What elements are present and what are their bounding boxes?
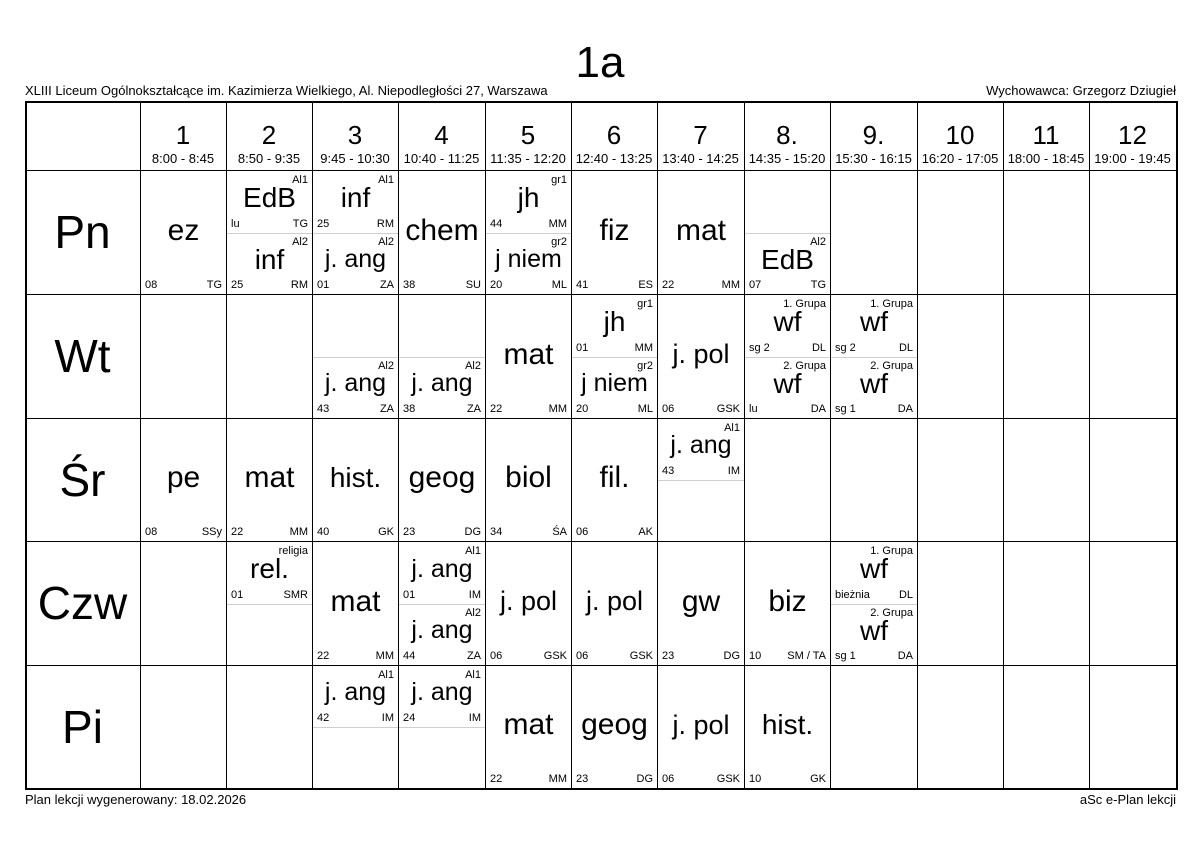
- lesson-subject: j. ang: [324, 245, 387, 273]
- lesson-group: Al2: [378, 360, 394, 372]
- period-number: 3: [347, 120, 363, 150]
- lesson-teacher: IM: [727, 465, 740, 477]
- lesson-divider: [313, 233, 398, 234]
- lesson-divider: [745, 233, 830, 234]
- period-time: 13:40 - 14:25: [662, 151, 739, 166]
- lesson-group: 1. Grupa: [783, 298, 826, 310]
- lesson-divider: [227, 604, 312, 605]
- lesson-subject: EdB: [243, 182, 296, 213]
- lesson-group: 1. Grupa: [870, 545, 913, 557]
- lesson-room: 01: [576, 342, 589, 354]
- period-number: 11: [1032, 120, 1060, 150]
- lesson-room: 08: [145, 526, 158, 538]
- period-time: 10:40 - 11:25: [403, 151, 480, 166]
- lesson-teacher: IM: [468, 712, 481, 724]
- lesson-subject: jh: [603, 306, 626, 337]
- lesson-cell: [399, 171, 485, 294]
- period-time: 16:20 - 17:05: [921, 151, 999, 166]
- lesson-room: 24: [403, 712, 416, 724]
- lesson-teacher: ZA: [379, 279, 394, 291]
- lesson-teacher: MM: [375, 650, 394, 662]
- lesson-teacher: RM: [290, 279, 308, 291]
- lesson-group: 2. Grupa: [783, 360, 826, 372]
- lesson-subject: wf: [860, 306, 888, 337]
- lesson-room: 22: [490, 403, 503, 415]
- lesson-subject: geog: [408, 461, 476, 494]
- day-name: Pn: [54, 206, 111, 258]
- lesson-group: Al1: [465, 545, 481, 557]
- period-number: 2: [261, 120, 277, 150]
- lesson-room: 01: [231, 589, 244, 601]
- lesson-room: 40: [317, 526, 330, 538]
- lesson-subject: inf: [254, 243, 285, 275]
- lesson-subject: wf: [773, 367, 802, 399]
- lesson-room: 25: [231, 279, 244, 291]
- lesson-teacher: SMR: [283, 589, 308, 601]
- lesson-subject: j niem: [581, 369, 648, 397]
- period-number: 12: [1118, 120, 1147, 150]
- lesson-subject: EdB: [761, 243, 814, 275]
- lesson-group: Al2: [810, 236, 826, 248]
- lesson-teacher: DA: [897, 403, 913, 415]
- generated-date: Plan lekcji wygenerowany: 18.02.2026: [25, 792, 247, 807]
- period-time: 18:00 - 18:45: [1007, 151, 1085, 166]
- school-address: XLIII Liceum Ogólnokształcące im. Kazimierza Wielkiego, Al. Niepodległości 27, Warszawa: [25, 83, 548, 98]
- lesson-teacher: GK: [378, 526, 394, 538]
- lesson-room: sg 1: [835, 403, 856, 415]
- lesson-cell: [831, 542, 917, 665]
- period-number: 7: [693, 120, 708, 150]
- lesson-teacher: MM: [634, 342, 653, 354]
- lesson-cell: [486, 419, 571, 541]
- lesson-room: 25: [317, 218, 330, 230]
- lesson-divider: [831, 357, 917, 358]
- lesson-cell: [399, 542, 485, 665]
- lesson-cell: [227, 171, 312, 294]
- lesson-room: 22: [317, 650, 330, 662]
- lesson-subject: jh: [517, 182, 540, 213]
- period-time: 19:00 - 19:45: [1094, 151, 1171, 166]
- lesson-room: 38: [403, 403, 416, 415]
- lesson-subject: chem: [405, 213, 479, 247]
- lesson-group: Al2: [378, 236, 394, 248]
- lesson-cell: [745, 666, 830, 788]
- lesson-subject: wf: [860, 367, 888, 399]
- lesson-room: 44: [403, 650, 416, 662]
- lesson-teacher: MM: [289, 526, 308, 538]
- lesson-divider: [486, 233, 571, 234]
- period-number: 6: [606, 120, 622, 150]
- lesson-room: 34: [490, 526, 503, 538]
- lesson-teacher: ML: [637, 403, 653, 415]
- lesson-subject: hist.: [761, 709, 814, 740]
- lesson-subject: j. pol: [672, 339, 730, 369]
- lesson-cell: [486, 295, 571, 418]
- lesson-cell: [658, 666, 744, 788]
- period-number: 1: [175, 120, 191, 150]
- grid-line-vertical: [1003, 101, 1004, 789]
- lesson-cell: [141, 419, 226, 541]
- lesson-cell: [399, 295, 485, 418]
- lesson-teacher: AK: [638, 526, 653, 538]
- period-time: 14:35 - 15:20: [748, 151, 826, 166]
- lesson-subject: j. ang: [411, 616, 473, 644]
- lesson-cell: [486, 666, 571, 788]
- lesson-subject: j. pol: [672, 709, 730, 740]
- lesson-room: bieżnia: [835, 589, 870, 601]
- lesson-cell: [313, 171, 398, 294]
- lesson-group: gr1: [637, 298, 653, 310]
- lesson-room: 22: [231, 526, 244, 538]
- lesson-subject: wf: [860, 614, 888, 646]
- period-time: 11:35 - 12:20: [490, 151, 566, 166]
- grid-line-vertical: [1176, 101, 1178, 789]
- lesson-subject: biz: [768, 584, 807, 618]
- lesson-cell: [313, 666, 398, 788]
- lesson-cell: [745, 295, 830, 418]
- grid-line-vertical: [830, 101, 831, 789]
- lesson-cell: [831, 295, 917, 418]
- lesson-divider: [313, 727, 398, 728]
- lesson-teacher: ZA: [379, 403, 394, 415]
- lesson-teacher: DA: [810, 403, 826, 415]
- lesson-room: 06: [576, 650, 589, 662]
- lesson-room: 01: [317, 279, 330, 291]
- lesson-subject: inf: [340, 182, 371, 213]
- lesson-room: 08: [145, 279, 158, 291]
- lesson-subject: fiz: [599, 213, 630, 247]
- lesson-teacher: TG: [810, 279, 826, 291]
- lesson-cell: [572, 542, 657, 665]
- lesson-group: gr1: [551, 174, 567, 186]
- lesson-group: Al1: [724, 422, 740, 434]
- lesson-room: 06: [490, 650, 503, 662]
- lesson-teacher: TG: [206, 279, 222, 291]
- lesson-subject: j. ang: [411, 678, 473, 706]
- lesson-room: lu: [231, 218, 240, 230]
- lesson-subject: rel.: [250, 553, 289, 584]
- period-time: 9:45 - 10:30: [320, 151, 390, 166]
- lesson-cell: [658, 542, 744, 665]
- period-time: 15:30 - 16:15: [835, 151, 912, 166]
- software-credit: aSc e-Plan lekcji: [1079, 792, 1176, 807]
- lesson-divider: [227, 233, 312, 234]
- lesson-subject: biol: [505, 461, 552, 494]
- lesson-subject: j. ang: [411, 554, 473, 583]
- lesson-subject: j. pol: [585, 586, 644, 616]
- lesson-cell: [313, 419, 398, 541]
- lesson-divider: [399, 727, 485, 728]
- lesson-teacher: DG: [636, 773, 653, 785]
- lesson-cell: [745, 171, 830, 294]
- lesson-subject: j niem: [495, 245, 562, 273]
- lesson-room: 20: [490, 279, 503, 291]
- period-number: 9.: [862, 120, 885, 150]
- lesson-room: lu: [749, 403, 758, 415]
- lesson-cell: [572, 295, 657, 418]
- lesson-subject: mat: [675, 213, 726, 247]
- period-number: 10: [945, 120, 975, 150]
- lesson-room: 20: [576, 403, 589, 415]
- lesson-teacher: MM: [548, 403, 567, 415]
- lesson-teacher: ML: [551, 279, 567, 291]
- lesson-subject: j. ang: [324, 678, 387, 706]
- lesson-teacher: TG: [292, 218, 308, 230]
- lesson-cell: [572, 419, 657, 541]
- period-number: 4: [434, 120, 449, 150]
- lesson-group: 1. Grupa: [870, 298, 913, 310]
- lesson-group: Al2: [292, 236, 308, 248]
- lesson-group: Al2: [465, 360, 481, 372]
- lesson-subject: mat: [244, 461, 295, 494]
- grid-line-horizontal: [25, 101, 1178, 103]
- lesson-room: sg 2: [749, 342, 770, 354]
- lesson-teacher: SM / TA: [787, 650, 826, 662]
- lesson-subject: mat: [503, 708, 554, 741]
- day-name: Śr: [59, 453, 106, 506]
- lesson-room: 07: [749, 279, 762, 291]
- lesson-cell: [486, 171, 571, 294]
- lesson-room: sg 2: [835, 342, 856, 354]
- lesson-subject: j. pol: [499, 586, 558, 616]
- lesson-teacher: MM: [548, 773, 567, 785]
- lesson-divider: [399, 604, 485, 605]
- lesson-cell: [313, 295, 398, 418]
- lesson-teacher: DL: [811, 342, 826, 354]
- lesson-room: 43: [662, 465, 675, 477]
- lesson-teacher: DL: [898, 342, 913, 354]
- lesson-subject: j. ang: [324, 369, 387, 397]
- lesson-divider: [745, 357, 830, 358]
- period-number: 5: [520, 120, 536, 150]
- lesson-subject: fil.: [599, 461, 630, 494]
- lesson-cell: [227, 542, 312, 665]
- lesson-group: Al1: [378, 174, 394, 186]
- lesson-subject: pe: [166, 461, 201, 494]
- lesson-cell: [572, 666, 657, 788]
- period-time: 12:40 - 13:25: [575, 151, 653, 166]
- grid-line-vertical: [25, 101, 27, 789]
- lesson-divider: [831, 604, 917, 605]
- lesson-subject: mat: [503, 337, 554, 371]
- lesson-teacher: IM: [381, 712, 394, 724]
- lesson-group: Al1: [378, 669, 394, 681]
- lesson-room: 10: [749, 650, 762, 662]
- lesson-room: 06: [662, 403, 675, 415]
- day-name: Czw: [37, 577, 128, 629]
- lesson-room: 22: [490, 773, 503, 785]
- lesson-teacher: ZA: [466, 403, 481, 415]
- lesson-teacher: DG: [464, 526, 481, 538]
- lesson-teacher: GSK: [629, 650, 653, 662]
- lesson-group: religia: [278, 545, 308, 557]
- lesson-room: sg 1: [835, 650, 856, 662]
- class-title: 1a: [575, 38, 625, 87]
- lesson-cell: [313, 542, 398, 665]
- lesson-teacher: MM: [548, 218, 567, 230]
- lesson-room: 44: [490, 218, 503, 230]
- lesson-teacher: IM: [468, 589, 481, 601]
- lesson-cell: [658, 295, 744, 418]
- lesson-subject: ez: [167, 213, 200, 247]
- lesson-teacher: ŚA: [552, 526, 567, 538]
- lesson-subject: wf: [773, 306, 802, 337]
- day-name: Pi: [62, 700, 103, 753]
- lesson-teacher: GSK: [716, 403, 740, 415]
- lesson-group: Al1: [465, 669, 481, 681]
- lesson-divider: [313, 357, 398, 358]
- lesson-teacher: GSK: [716, 773, 740, 785]
- lesson-teacher: DG: [723, 650, 740, 662]
- lesson-divider: [572, 357, 657, 358]
- lesson-room: 06: [662, 773, 675, 785]
- lesson-room: 41: [576, 279, 589, 291]
- lesson-room: 23: [403, 526, 416, 538]
- lesson-cell: [658, 171, 744, 294]
- lesson-room: 23: [576, 773, 589, 785]
- lesson-subject: j. ang: [411, 369, 473, 397]
- lesson-subject: mat: [330, 584, 381, 618]
- lesson-subject: hist.: [329, 462, 382, 493]
- lesson-room: 06: [576, 526, 589, 538]
- lesson-teacher: ES: [638, 279, 653, 291]
- lesson-subject: gw: [681, 584, 721, 618]
- period-number: 8.: [776, 120, 798, 150]
- homeroom-teacher: Wychowawca: Grzegorz Dziugieł: [986, 83, 1176, 98]
- lesson-subject: geog: [581, 708, 648, 741]
- lesson-group: 2. Grupa: [870, 360, 913, 372]
- grid-line-horizontal: [25, 788, 1178, 790]
- lesson-teacher: SSy: [201, 526, 222, 538]
- lesson-cell: [486, 542, 571, 665]
- grid-line-vertical: [1089, 101, 1090, 789]
- lesson-teacher: MM: [721, 279, 740, 291]
- lesson-room: 22: [662, 279, 675, 291]
- lesson-room: 23: [662, 650, 675, 662]
- lesson-room: 42: [317, 712, 330, 724]
- lesson-group: gr2: [637, 360, 653, 372]
- lesson-cell: [227, 419, 312, 541]
- lesson-cell: [745, 542, 830, 665]
- lesson-divider: [399, 357, 485, 358]
- period-time: 8:00 - 8:45: [151, 151, 215, 166]
- lesson-cell: [658, 419, 744, 541]
- lesson-cell: [399, 666, 485, 788]
- lesson-teacher: SU: [465, 279, 481, 291]
- lesson-room: 10: [749, 773, 762, 785]
- lesson-teacher: DL: [898, 589, 913, 601]
- lesson-cell: [572, 171, 657, 294]
- lesson-teacher: ZA: [466, 650, 481, 662]
- lesson-teacher: GK: [810, 773, 826, 785]
- lesson-teacher: DA: [897, 650, 913, 662]
- lesson-room: 01: [403, 589, 416, 601]
- lesson-room: 43: [317, 403, 330, 415]
- period-time: 8:50 - 9:35: [237, 151, 301, 166]
- lesson-divider: [658, 480, 744, 481]
- lesson-cell: [399, 419, 485, 541]
- lesson-subject: wf: [860, 553, 888, 584]
- grid-line-vertical: [917, 101, 918, 789]
- lesson-group: gr2: [551, 236, 567, 248]
- lesson-group: 2. Grupa: [870, 607, 913, 619]
- lesson-teacher: RM: [376, 218, 394, 230]
- lesson-room: 38: [403, 279, 416, 291]
- lesson-group: Al1: [292, 174, 308, 186]
- day-name: Wt: [54, 330, 111, 382]
- lesson-cell: [141, 171, 226, 294]
- lesson-group: Al2: [465, 607, 481, 619]
- lesson-teacher: GSK: [543, 650, 567, 662]
- lesson-subject: j. ang: [670, 431, 732, 459]
